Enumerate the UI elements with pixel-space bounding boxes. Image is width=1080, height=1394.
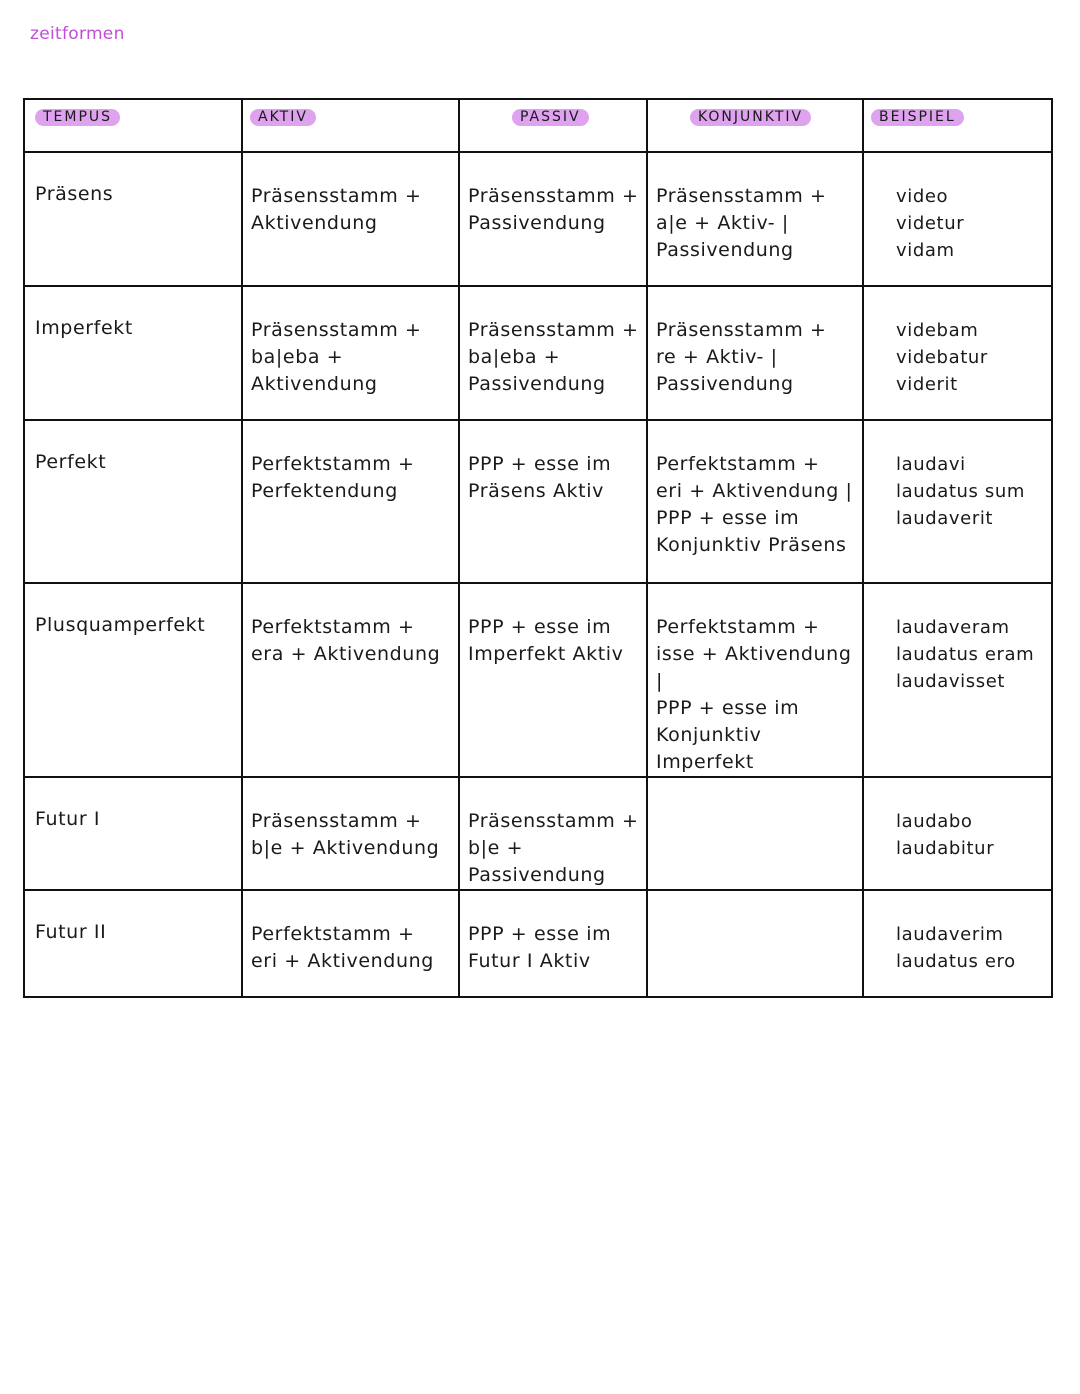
tense-cell: Futur II (35, 921, 107, 943)
aktiv-cell: Perfektstamm + Perfektendung (251, 453, 415, 502)
aktiv-cell: Präsensstamm + b|e + Aktivendung (251, 810, 440, 859)
beispiel-cell: laudavi laudatus sum laudaverit (896, 454, 1025, 529)
page-title: zeitformen (30, 24, 125, 44)
konjunktiv-cell: Präsensstamm + re + Aktiv- | Passivendung (656, 319, 827, 395)
konjunktiv-cell: Präsensstamm + a|e + Aktiv- | Passivendung (656, 185, 827, 261)
passiv-cell: Präsensstamm + b|e + Passivendung (468, 810, 639, 886)
table-row (24, 152, 1052, 286)
aktiv-cell: Präsensstamm + Aktivendung (251, 185, 422, 234)
table-row (24, 420, 1052, 583)
header-konjunktiv: KONJUNKTIV (647, 99, 863, 152)
beispiel-cell: laudaveram laudatus eram laudavisset (896, 617, 1035, 692)
konjunktiv-cell: Perfektstamm + eri + Aktivendung | PPP + esse im Konjunktiv Präsens (656, 453, 853, 556)
table-row (24, 777, 1052, 890)
passiv-cell: Präsensstamm + ba|eba + Passivendung (468, 319, 639, 395)
table-row (24, 286, 1052, 420)
table-row (24, 583, 1052, 777)
header-beispiel: BEISPIEL (863, 99, 1052, 152)
passiv-cell: PPP + esse im Imperfekt Aktiv (468, 616, 624, 665)
beispiel-cell: video videtur vidam (896, 186, 965, 261)
tense-cell: Imperfekt (35, 317, 133, 339)
tense-table (23, 98, 1053, 998)
header-row (24, 99, 1052, 152)
tense-cell: Präsens (35, 183, 114, 205)
tense-cell: Plusquamperfekt (35, 614, 206, 636)
konjunktiv-cell (648, 891, 862, 921)
passiv-cell: Präsensstamm + Passivendung (468, 185, 639, 234)
table-row (24, 890, 1052, 997)
aktiv-cell: Präsensstamm + ba|eba + Aktivendung (251, 319, 422, 395)
aktiv-cell: Perfektstamm + era + Aktivendung (251, 616, 441, 665)
konjunktiv-cell (648, 778, 862, 808)
beispiel-cell: laudaverim laudatus ero (896, 924, 1016, 972)
aktiv-cell: Perfektstamm + eri + Aktivendung (251, 923, 434, 972)
beispiel-cell: laudabo laudabitur (896, 811, 995, 859)
header-tempus: TEMPUS (24, 99, 242, 152)
tense-cell: Futur I (35, 808, 101, 830)
konjunktiv-cell: Perfektstamm + isse + Aktivendung | PPP + esse im Konjunktiv Imperfekt (656, 616, 852, 773)
header-aktiv: AKTIV (242, 99, 459, 152)
passiv-cell: PPP + esse im Futur I Aktiv (468, 923, 612, 972)
tense-cell: Perfekt (35, 451, 107, 473)
header-passiv: PASSIV (459, 99, 647, 152)
beispiel-cell: videbam videbatur viderit (896, 320, 988, 395)
passiv-cell: PPP + esse im Präsens Aktiv (468, 453, 612, 502)
